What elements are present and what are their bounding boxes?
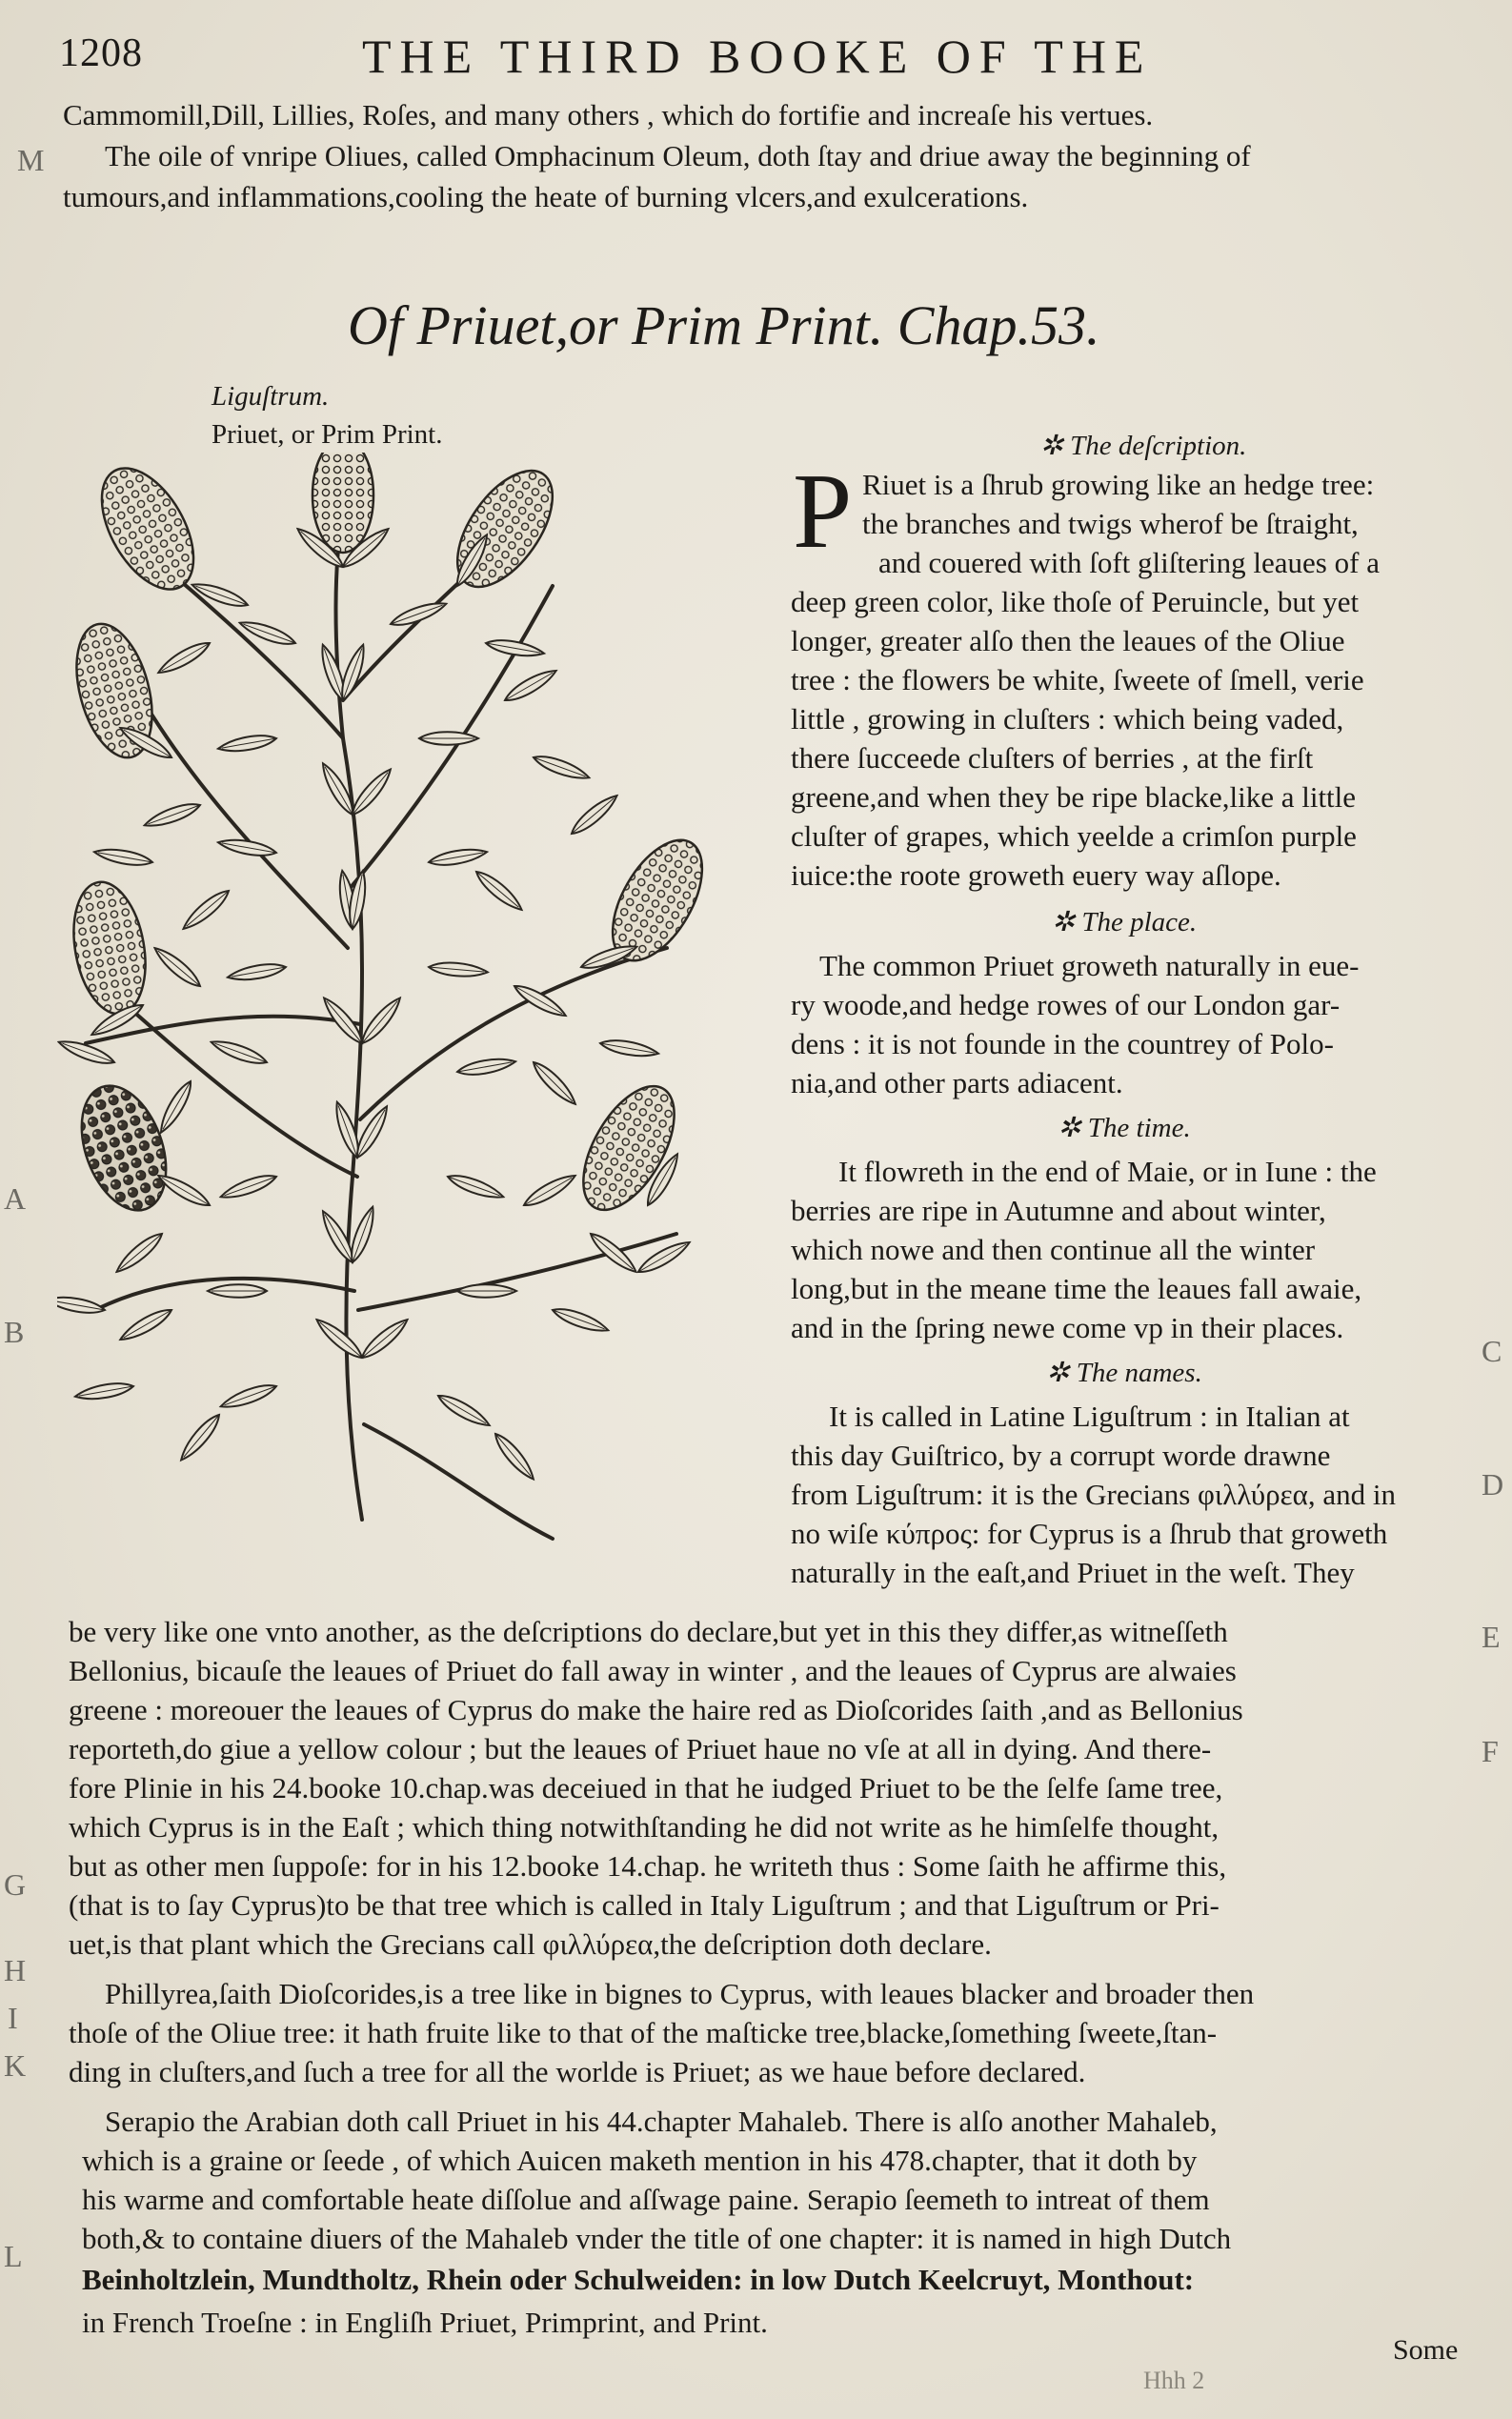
page-number: 1208 [59, 31, 143, 75]
body-line: his warme and comfortable heate diſſolue and aſſwage paine. Serapio ſeemeth to intreat of them [82, 2183, 1210, 2216]
margin-letter: I [8, 2001, 18, 2035]
names-line: from Liguſtrum: it is the Grecians φιλλύρεα, and in [791, 1478, 1396, 1511]
place-line: dens : it is not founde in the countrey of Polo- [791, 1027, 1334, 1060]
section-heading-time: ✲ The time. [1058, 1113, 1191, 1143]
chapter-title: Of Priuet,or Prim Print. Chap.53. [348, 294, 1100, 356]
body-line: be very like one vnto another, as the deſcriptions do declare,but yet in this they differ,as witneſſeth [69, 1615, 1228, 1648]
figure-caption-english: Priuet, or Prim Print. [212, 419, 443, 450]
description-line: longer, greater alſo then the leaues of the Oliue [791, 624, 1345, 657]
body-line: reporteth,do giue a yellow colour ; but the leaues of Priuet haue no vſe at all in dying. And there- [69, 1732, 1212, 1765]
margin-letter: A [4, 1181, 27, 1216]
description-line: and couered with ſoft gliſtering leaues of a [878, 546, 1380, 579]
time-line: which nowe and then continue all the winter [791, 1233, 1316, 1266]
description-line: iuice:the roote groweth euery way aſlope. [791, 858, 1281, 892]
catchword: Some [1393, 2334, 1459, 2366]
names-line: no wiſe κύπρος: for Cyprus is a ſhrub that groweth [791, 1517, 1388, 1550]
time-line: long,but in the meane time the leaues fall awaie, [791, 1272, 1362, 1305]
time-line: berries are ripe in Autumne and about winter, [791, 1194, 1326, 1227]
time-line: It flowreth in the end of Maie, or in Iune : the [838, 1155, 1377, 1188]
description-line: little , growing in cluſters : which being vaded, [791, 702, 1344, 736]
body-line: Beinholtzlein, Mundtholtz, Rhein oder Schulweiden: in low Dutch Keelcruyt, Monthout: [82, 2263, 1195, 2296]
top-text-line: The oile of vnripe Oliues, called Omphacinum Oleum, doth ſtay and driue away the beginning of [105, 139, 1251, 172]
place-line: nia,and other parts adiacent. [791, 1066, 1123, 1099]
names-line: naturally in the eaſt,and Priuet in the weſt. They [791, 1556, 1355, 1589]
body-line: greene : moreouer the leaues of Cyprus do make the haire red as Dioſcorides ſaith ,and as Bellonius [69, 1693, 1243, 1726]
names-line: this day Guiſtrico, by a corrupt worde drawne [791, 1439, 1331, 1472]
description-line: there ſucceede cluſters of berries , at the firſt [791, 741, 1314, 775]
place-line: ry woode,and hedge rowes of our London gar- [791, 988, 1341, 1021]
section-heading-place: ✲ The place. [1051, 907, 1198, 937]
top-text-line: Cammomill,Dill, Lillies, Roſes, and many others , which do fortifie and increaſe his vertues. [63, 98, 1154, 131]
body-line: uet,is that plant which the Grecians call φιλλύρεα,the deſcription doth declare. [69, 1927, 992, 1961]
margin-letter: E [1482, 1620, 1501, 1654]
description-line: Riuet is a ſhrub growing like an hedge tree: [862, 468, 1375, 501]
place-line: The common Priuet groweth naturally in eue- [819, 949, 1360, 982]
body-line: fore Plinie in his 24.booke 10.chap.was deceiued in that he iudged Priuet to be the ſelfe ſame tree, [69, 1771, 1223, 1804]
body-line: ding in cluſters,and ſuch a tree for all the worlde is Priuet; as we haue before declared. [69, 2055, 1086, 2088]
margin-letter: F [1482, 1734, 1499, 1768]
top-text-line: tumours,and inflammations,cooling the heate of burning vlcers,and exulcerations. [63, 180, 1029, 213]
section-heading-names: ✲ The names. [1046, 1358, 1202, 1388]
drop-cap: P [793, 453, 853, 571]
margin-letter: H [4, 1953, 27, 1987]
margin-letter: B [4, 1315, 25, 1349]
body-line: in French Troeſne : in Engliſh Priuet, Primprint, and Print. [82, 2306, 768, 2339]
description-line: the branches and twigs wherof be ſtraight, [862, 507, 1359, 540]
body-line: Bellonius, bicauſe the leaues of Priuet do fall away in winter , and the leaues of Cyprus are alwaies [69, 1654, 1237, 1687]
margin-letter: D [1482, 1467, 1504, 1502]
body-line: thoſe of the Oliue tree: it hath fruite like to that of the maſticke tree,blacke,ſomething ſweete,ſtan- [69, 2016, 1218, 2049]
figure-caption-latin: Liguſtrum. [212, 381, 330, 412]
margin-letter: L [4, 2239, 23, 2273]
body-line: but as other men ſuppoſe: for in his 12.booke 14.chap. he writeth thus : Some ſaith he affirme this, [69, 1849, 1227, 1883]
time-line: and in the ſpring newe come vp in their places. [791, 1311, 1344, 1344]
description-line: deep green color, like thoſe of Peruincle, but yet [791, 585, 1360, 618]
running-title: THE THIRD BOOKE OF THE [362, 30, 1153, 83]
privet-woodcut-illustration [57, 453, 734, 1558]
section-heading-description: ✲ The deſcription. [1039, 431, 1247, 461]
signature-mark: Hhh 2 [1143, 2367, 1205, 2394]
body-line: (that is to ſay Cyprus)to be that tree which is called in Italy Liguſtrum ; and that Liguſtrum or Pri- [69, 1888, 1220, 1922]
body-line: which is a graine or ſeede , of which Auicen maketh mention in his 478.chapter, that it doth by [82, 2144, 1198, 2177]
margin-letter: C [1482, 1334, 1502, 1368]
body-line: both,& to containe diuers of the Mahaleb vnder the title of one chapter: it is named in high Dutch [82, 2222, 1232, 2255]
description-line: greene,and when they be ripe blacke,like a little [791, 780, 1357, 814]
body-line: Serapio the Arabian doth call Priuet in his 44.chapter Mahaleb. There is alſo another Mahaleb, [105, 2105, 1218, 2138]
body-line: which Cyprus is in the Eaſt ; which thing notwithſtanding he did not write as he himſelfe thought, [69, 1810, 1220, 1844]
margin-letter: M [17, 143, 45, 177]
body-line: Phillyrea,ſaith Dioſcorides,is a tree like in bignes to Cyprus, with leaues blacker and broader then [105, 1977, 1255, 2010]
names-line: It is called in Latine Liguſtrum : in Italian at [829, 1400, 1350, 1433]
margin-letter: G [4, 1867, 27, 1902]
description-line: tree : the flowers be white, ſweete of ſmell, verie [791, 663, 1364, 696]
margin-letter: K [4, 2048, 27, 2083]
description-line: cluſter of grapes, which yeelde a crimſon purple [791, 819, 1357, 853]
